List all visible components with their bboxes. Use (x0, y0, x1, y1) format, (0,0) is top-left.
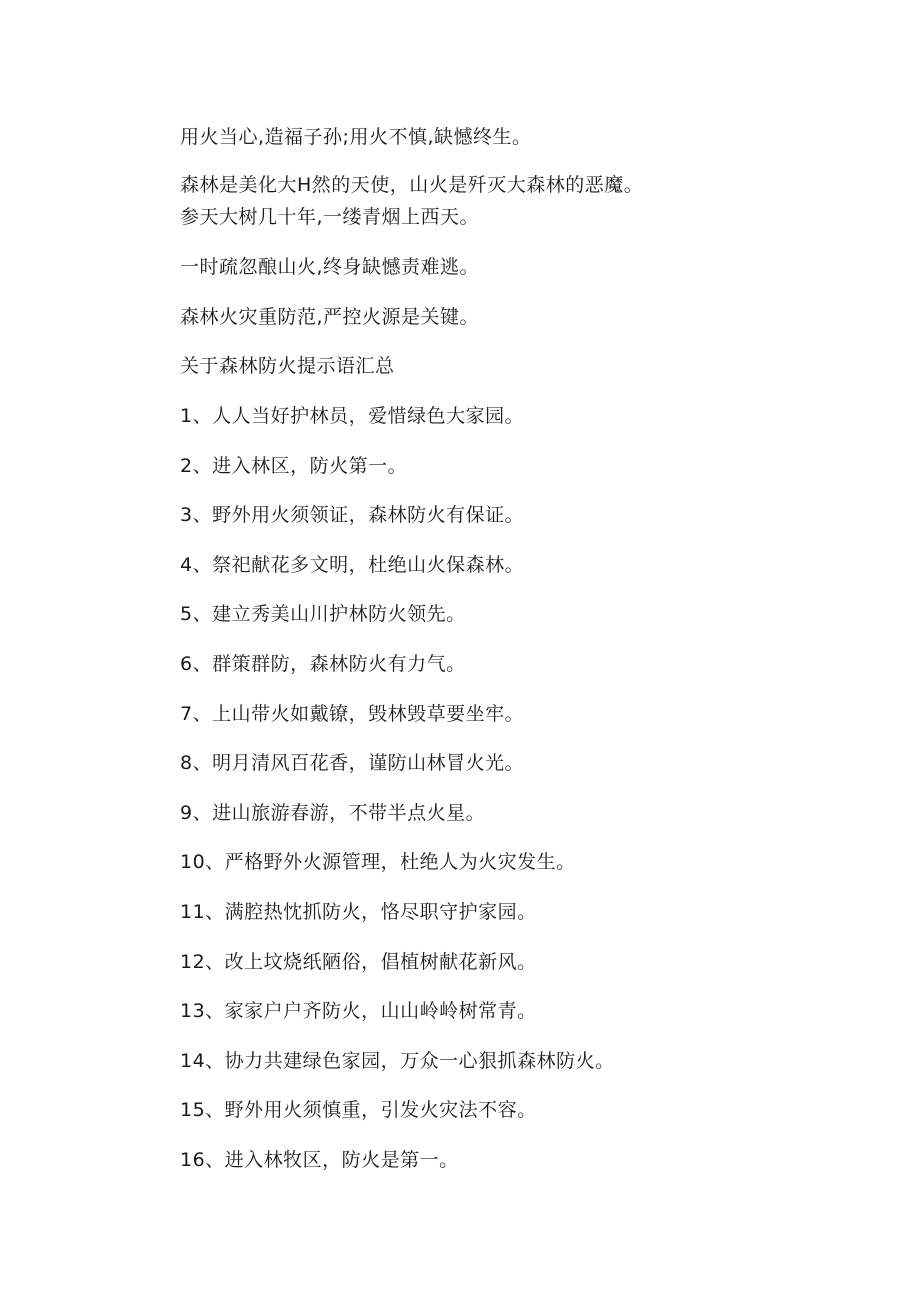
list-item: 12、改上坟烧纸陋俗，倡植树献花新风。 (180, 951, 537, 973)
intro-line-3: 参天大树几十年,一缕青烟上西天。 (180, 206, 480, 228)
list-item: 7、上山带火如戴镣，毁林毁草要坐牢。 (180, 703, 525, 725)
list-item: 6、群策群防，森林防火有力气。 (180, 653, 466, 675)
list-item: 11、满腔热忱抓防火，恪尽职守护家园。 (180, 901, 537, 923)
intro-line-1: 用火当心,造福子孙;用火不慎,缺憾终生。 (180, 126, 532, 148)
intro-line-5: 森林火灾重防范,严控火源是关键。 (180, 306, 480, 328)
intro-line-2: 森林是美化大H然的天使，山火是歼灭大森林的恶魔。 (180, 174, 644, 196)
intro-line-4: 一时疏忽酿山火,终身缺憾责难逃。 (180, 256, 480, 278)
list-item: 15、野外用火须慎重，引发火灾法不容。 (180, 1099, 537, 1121)
list-item: 2、进入林区，防火第一。 (180, 455, 408, 477)
list-item: 8、明月清风百花香，谨防山林冒火光。 (180, 752, 525, 774)
section-heading: 关于森林防火提示语汇总 (180, 355, 395, 377)
list-item: 1、人人当好护林员，爱惜绿色大家园。 (180, 405, 525, 427)
list-item: 5、建立秀美山川护林防火领先。 (180, 603, 466, 625)
list-item: 10、严格野外火源管理，杜绝人为火灾发生。 (180, 851, 576, 873)
list-item: 16、进入林牧区，防火是第一。 (180, 1149, 459, 1171)
list-item: 13、家家户户齐防火，山山岭岭树常青。 (180, 1000, 537, 1022)
list-item: 9、进山旅游春游，不带半点火星。 (180, 802, 486, 824)
list-item: 14、协力共建绿色家园，万众一心狠抓森林防火。 (180, 1050, 615, 1072)
list-item: 4、祭祀献花多文明，杜绝山火保森林。 (180, 554, 525, 576)
list-item: 3、野外用火须领证，森林防火有保证。 (180, 504, 525, 526)
